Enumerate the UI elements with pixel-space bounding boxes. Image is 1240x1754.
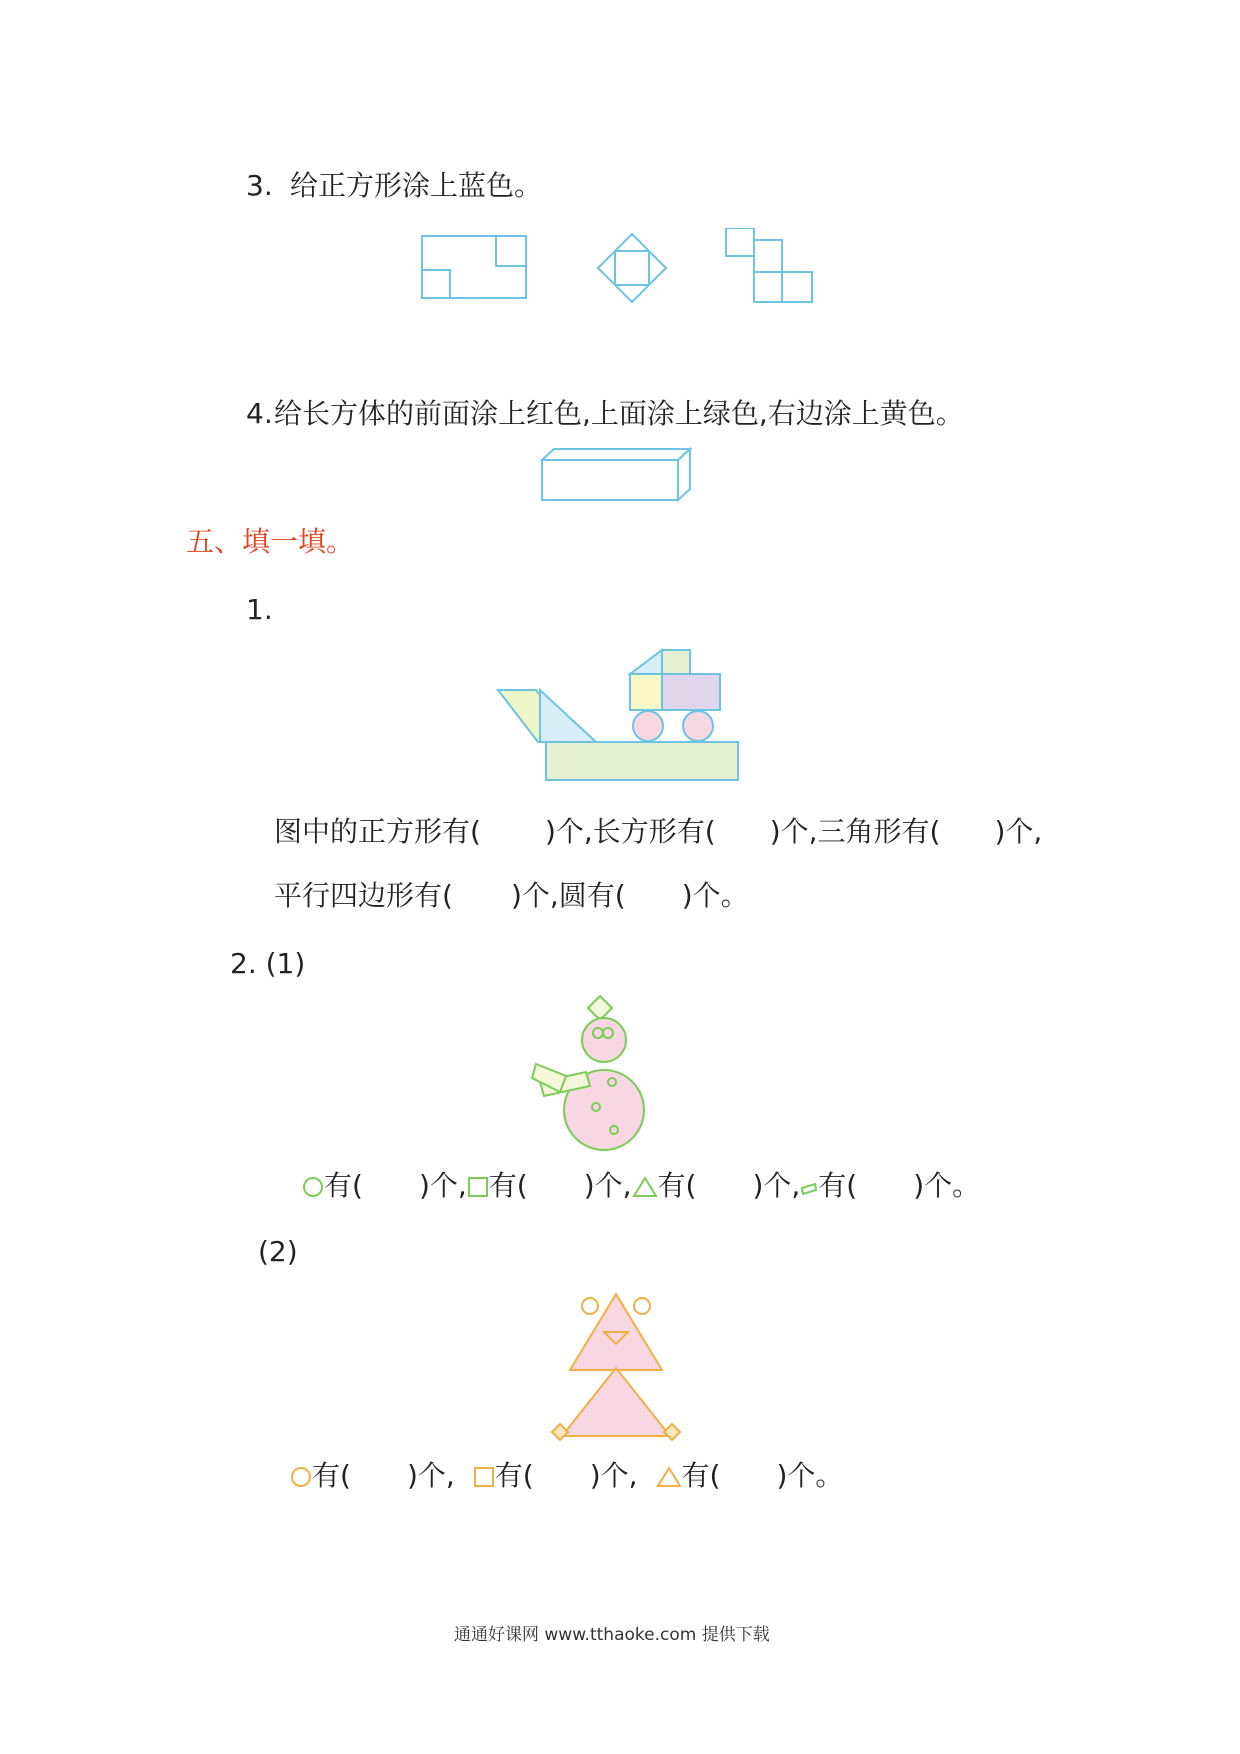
q3-text: 给正方形涂上蓝色。: [290, 169, 543, 202]
fill2b-seg1: )个,: [406, 1459, 455, 1492]
fill2-line: [302, 1169, 981, 1202]
fill2b-seg0: 有(: [312, 1459, 351, 1492]
fill2b-seg5: )个。: [776, 1459, 844, 1492]
fill2-seg2: 有(: [488, 1169, 528, 1202]
fill2b-seg3: )个,: [589, 1459, 638, 1492]
fill2-seg1: )个,: [418, 1169, 467, 1202]
fill1-line2: [274, 879, 749, 912]
bird-figure: [548, 1290, 684, 1442]
truck-figure: [496, 648, 742, 782]
parallelogram-icon: [800, 1176, 818, 1198]
circle-icon: [302, 1176, 324, 1198]
fill2-seg7: )个。: [913, 1169, 981, 1202]
fill2b-number: (2): [258, 1235, 298, 1268]
section5-title: 五、填一填。: [186, 525, 355, 558]
q4-text: 给长方体的前面涂上红色,上面涂上绿色,右边涂上黄色。: [274, 397, 964, 430]
triangle-icon: [632, 1176, 658, 1198]
q3-shapes-figure: [420, 228, 820, 308]
snowman-figure: [530, 994, 654, 1152]
fill2b-line: [290, 1459, 844, 1492]
fill2-number: 2. (1): [230, 947, 306, 980]
fill1-number: 1.: [246, 593, 273, 626]
fill1-l2-seg0: 平行四边形有(: [274, 879, 453, 912]
triangle-icon: [656, 1466, 682, 1488]
q4-number: 4.: [246, 397, 273, 430]
q3-shape-stairs-group: [726, 228, 754, 256]
cuboid-figure: [540, 446, 710, 506]
fill1-l2-seg1: )个,圆有(: [510, 879, 626, 912]
q3-shape-diamond-group: [598, 234, 666, 302]
footer-text: 通通好课网 www.tthaoke.com 提供下载: [454, 1625, 770, 1645]
fill1-l1-seg3: )个,: [994, 815, 1043, 848]
square-icon: [473, 1466, 495, 1488]
fill1-l1-seg1: )个,长方形有(: [544, 815, 716, 848]
fill2-seg3: )个,: [583, 1169, 632, 1202]
fill1-l2-seg2: )个。: [681, 879, 749, 912]
q3-number: 3.: [246, 169, 273, 202]
fill2-seg6: 有(: [818, 1169, 858, 1202]
fill1-l1-seg2: )个,三角形有(: [769, 815, 941, 848]
fill2b-seg2: 有(: [494, 1459, 534, 1492]
circle-icon: [290, 1466, 312, 1488]
square-icon: [467, 1176, 489, 1198]
fill2b-seg4: 有(: [681, 1459, 721, 1492]
fill2-seg4: 有(: [657, 1169, 697, 1202]
fill1-l1-seg0: 图中的正方形有(: [274, 815, 481, 848]
fill2-seg5: )个,: [752, 1169, 801, 1202]
fill2-seg0: 有(: [324, 1169, 363, 1202]
fill1-line1: [274, 815, 1043, 848]
